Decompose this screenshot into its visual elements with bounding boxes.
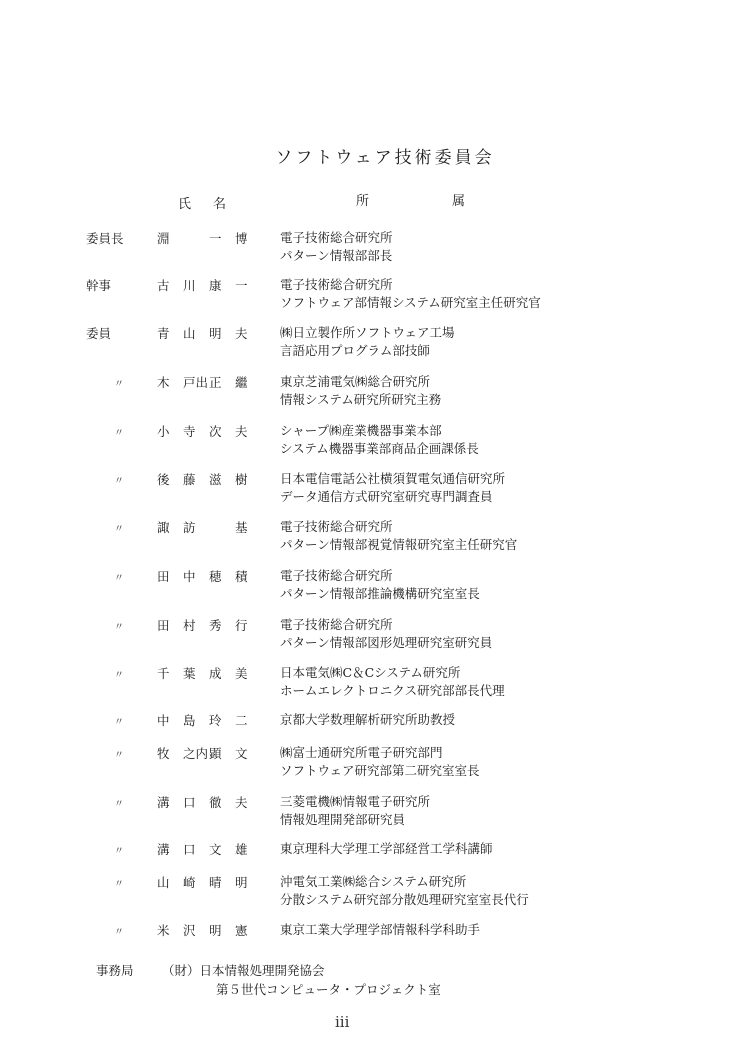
member-row (0, 422, 750, 462)
member-row (0, 616, 750, 656)
member-name-part: 一 (209, 231, 222, 246)
member-affiliation (280, 229, 730, 265)
affiliation-line: 東京工業大学理学部情報科学科助手 (280, 922, 481, 937)
member-name-part: 滋 (209, 472, 222, 487)
member-name-part: 淵 (157, 231, 170, 246)
member-affiliation (280, 840, 730, 858)
member-name-part: 牧 (157, 746, 170, 761)
member-name-part: 康 (209, 278, 222, 293)
affiliation-line: データ通信方式研究室研究専門調査員 (280, 489, 493, 504)
member-name-part: 博 (235, 231, 248, 246)
member-name-part: 玲 (209, 713, 222, 728)
affiliation-line: システム機器事業部商品企画課係長 (280, 441, 479, 456)
affiliation-line: 電子技術総合研究所 (280, 568, 393, 583)
member-name-part: 基 (235, 520, 248, 535)
member-name-part: 千 (157, 666, 170, 681)
member-role: 幹事 (86, 278, 112, 293)
member-name (157, 744, 275, 762)
member-affiliation (280, 470, 730, 506)
member-name-part: 寺 (183, 424, 196, 439)
affiliation-line: パターン情報部部長 (280, 248, 393, 263)
member-name (157, 518, 275, 536)
member-row (0, 276, 750, 316)
member-affiliation (280, 616, 730, 652)
member-affiliation (280, 873, 730, 909)
member-name-part: 青 (157, 326, 170, 341)
member-name-part: 山 (157, 875, 170, 890)
member-affiliation (280, 276, 730, 312)
member-name-part: 口 (183, 842, 196, 857)
member-name-part: 雄 (235, 842, 248, 857)
affiliation-line: 京都大学数理解析研究所助教授 (280, 712, 456, 727)
member-name-part: 後 (157, 472, 170, 487)
affiliation-line: 日本電気㈱C＆Cシステム研究所 (280, 665, 461, 680)
member-name (157, 616, 275, 634)
member-name-part: 憲 (235, 923, 248, 938)
affiliation-line: 東京理科大学理工学部経営工学科講師 (280, 841, 493, 856)
affiliation-line: 三菱電機㈱情報電子研究所 (280, 794, 431, 809)
member-name-part: 繼 (235, 375, 248, 390)
member-role: 〃 (114, 622, 124, 633)
member-name-part: 川 (183, 278, 196, 293)
member-affiliation (280, 744, 730, 780)
affiliation-line: ソフトウェア部情報システム研究室主任研究官 (280, 295, 541, 310)
member-name-part: 沢 (183, 923, 196, 938)
member-name-part: 諏 (157, 520, 170, 535)
member-name (157, 711, 275, 729)
member-name-part: 田 (157, 618, 170, 633)
member-name-part: 山 (183, 326, 196, 341)
member-name-part: 之内 (183, 746, 209, 761)
member-name-part: 田 (157, 569, 170, 584)
member-name-part: 積 (235, 569, 248, 584)
affiliation-line: 情報処理開発部研究員 (280, 812, 406, 827)
member-name-part: 夫 (235, 424, 248, 439)
affiliation-line: 電子技術総合研究所 (280, 519, 393, 534)
member-name (157, 276, 275, 294)
member-row (0, 793, 750, 833)
member-name-part: 口 (183, 795, 196, 810)
member-row (0, 744, 750, 784)
member-name-part: 中 (183, 569, 196, 584)
office-division: 第５世代コンピュータ・プロジェクト室 (216, 982, 441, 997)
member-name (157, 373, 275, 391)
member-row (0, 470, 750, 510)
member-row (0, 921, 750, 961)
member-name (157, 324, 275, 342)
member-affiliation (280, 567, 730, 603)
member-name (157, 664, 275, 682)
member-name-part: 二 (235, 713, 248, 728)
member-name-part: 次 (209, 424, 222, 439)
office-label: 事務局 (96, 963, 134, 978)
column-header-affiliation-left: 所 (356, 194, 370, 209)
member-name-part: 明 (235, 875, 248, 890)
member-name (157, 229, 275, 247)
affiliation-line: ソフトウェア研究部第二研究室室長 (280, 763, 480, 778)
affiliation-line: 分散システム研究部分散処理研究室室長代行 (280, 892, 529, 907)
member-name-part: 中 (157, 713, 170, 728)
member-row (0, 518, 750, 558)
affiliation-line: シャープ㈱産業機器事業本部 (280, 423, 442, 438)
member-role: 〃 (114, 927, 124, 938)
affiliation-line: 言語応用プログラム部技師 (280, 343, 430, 358)
member-name-part: 正 (209, 375, 222, 390)
member-role: 〃 (114, 750, 124, 761)
member-name-part: 明 (209, 326, 222, 341)
office-line-1 (96, 961, 325, 979)
member-name (157, 840, 275, 858)
member-role: 委員長 (86, 231, 124, 246)
column-header-name: 氏名 (178, 197, 249, 212)
member-role: 〃 (114, 846, 124, 857)
affiliation-line: 日本電信電話公社横須賀電気通信研究所 (280, 471, 506, 486)
member-name-part: 古 (157, 278, 170, 293)
member-name (157, 470, 275, 488)
member-role: 委員 (86, 326, 112, 341)
member-row (0, 229, 750, 269)
member-name-part: 文 (235, 746, 248, 761)
member-affiliation (280, 921, 730, 939)
member-name (157, 921, 275, 939)
member-name (157, 873, 275, 891)
member-name-part: 崎 (183, 875, 196, 890)
page-number: iii (335, 1013, 350, 1031)
affiliation-line: パターン情報部推論機構研究室室長 (280, 586, 480, 601)
member-name-part: 米 (157, 923, 170, 938)
member-name-part: 藤 (183, 472, 196, 487)
member-affiliation (280, 711, 730, 729)
affiliation-line: パターン情報部視覚情報研究室主任研究官 (280, 537, 518, 552)
member-name-part: 木 (157, 375, 170, 390)
member-name-part: 徹 (209, 795, 222, 810)
office-organization: （財）日本情報処理開発協会 (161, 963, 325, 978)
member-name (157, 567, 275, 585)
member-name-part: 穂 (209, 569, 222, 584)
member-affiliation (280, 422, 730, 458)
affiliation-line: 電子技術総合研究所 (280, 617, 393, 632)
affiliation-line: ㈱富士通研究所電子研究部門 (280, 745, 443, 760)
member-affiliation (280, 373, 730, 409)
member-role: 〃 (114, 799, 124, 810)
affiliation-line: 電子技術総合研究所 (280, 230, 393, 245)
member-name-part: 樹 (235, 472, 248, 487)
affiliation-line: 情報システム研究所研究主務 (280, 392, 442, 407)
member-affiliation (280, 324, 730, 360)
member-role: 〃 (114, 670, 124, 681)
member-name-part: 夫 (235, 795, 248, 810)
member-name-part: 訪 (183, 520, 196, 535)
member-affiliation (280, 793, 730, 829)
member-row (0, 567, 750, 607)
member-name (157, 422, 275, 440)
affiliation-line: 沖電気工業㈱総合システム研究所 (280, 874, 467, 889)
affiliation-line: ホームエレクトロニクス研究部部長代理 (280, 683, 505, 698)
member-row (0, 873, 750, 913)
member-name-part: 溝 (157, 842, 170, 857)
member-row (0, 324, 750, 364)
member-name-part: 明 (209, 923, 222, 938)
member-affiliation (280, 518, 730, 554)
member-name-part: 島 (183, 713, 196, 728)
member-role: 〃 (114, 428, 124, 439)
member-name-part: 顕 (209, 746, 222, 761)
member-name (157, 793, 275, 811)
member-name-part: 行 (235, 618, 248, 633)
member-name-part: 晴 (209, 875, 222, 890)
member-name-part: 秀 (209, 618, 222, 633)
member-name-part: 夫 (235, 326, 248, 341)
member-name-part: 溝 (157, 795, 170, 810)
member-role: 〃 (114, 879, 124, 890)
member-row (0, 373, 750, 413)
page-title: ソフトウェア技術委員会 (275, 148, 495, 168)
member-name-part: 一 (235, 278, 248, 293)
member-name-part: 成 (209, 666, 222, 681)
affiliation-line: 東京芝浦電気㈱総合研究所 (280, 374, 431, 389)
member-name-part: 戸出 (183, 375, 209, 390)
affiliation-line: ㈱日立製作所ソフトウェア工場 (280, 325, 455, 340)
member-role: 〃 (114, 524, 124, 535)
member-role: 〃 (114, 717, 124, 728)
affiliation-line: パターン情報部図形処理研究室研究員 (280, 635, 493, 650)
member-name-part: 村 (183, 618, 196, 633)
member-role: 〃 (114, 379, 124, 390)
member-name-part: 小 (157, 424, 170, 439)
affiliation-line: 電子技術総合研究所 (280, 277, 393, 292)
member-role: 〃 (114, 476, 124, 487)
member-name-part: 美 (235, 666, 248, 681)
member-name-part: 文 (209, 842, 222, 857)
member-role: 〃 (114, 573, 124, 584)
member-name-part: 葉 (183, 666, 196, 681)
member-row (0, 664, 750, 704)
member-affiliation (280, 664, 730, 700)
column-header-affiliation-right: 属 (452, 194, 466, 209)
